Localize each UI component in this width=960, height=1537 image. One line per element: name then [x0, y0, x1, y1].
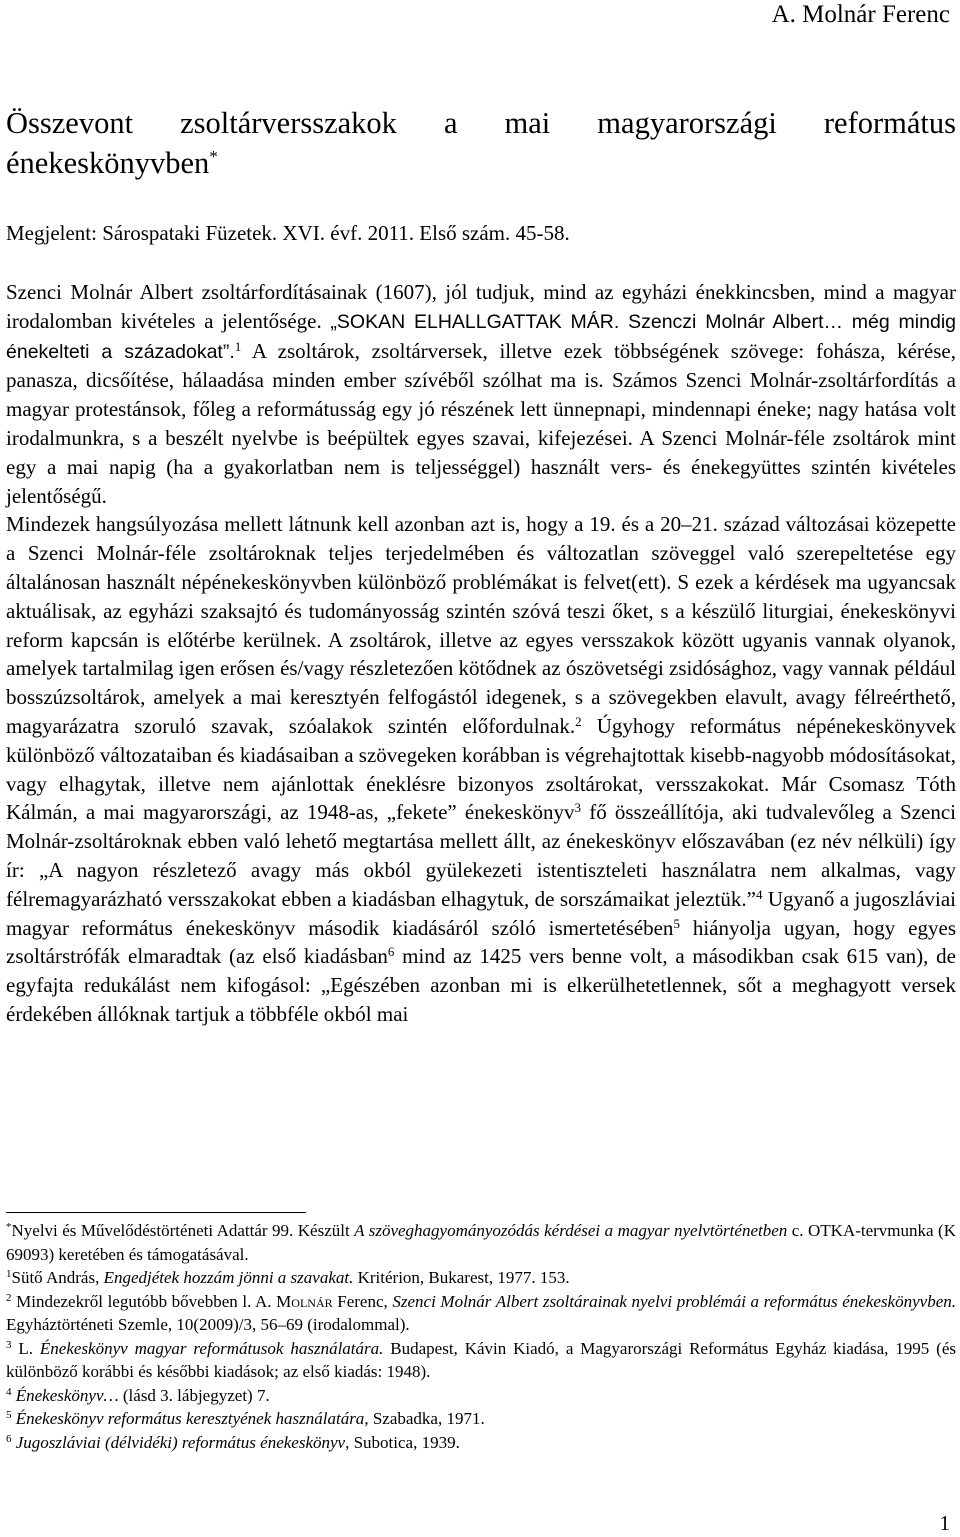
footnote-3	[6, 1337, 956, 1384]
page-number: 1	[939, 1511, 950, 1535]
body-text-segment: Szenci Molnár Albert zsoltárfordításainak (1607), jól tudjuk, mind az egyházi énekkincsben, mind a magyar irodalomban kivételes a jelentősége.	[6, 280, 956, 333]
body-text-segment: mind az 1425 vers benne volt, a másodikban csak 615 van), de egyfajta redukálást nem kifogásol: „Egészében azonban mi is elkerülhetetlennek, sőt a meghagyott versek érdekében állóknak tartjuk a többféle okból mai	[6, 944, 956, 1026]
footnote-ref-5: 5	[673, 915, 680, 931]
footnote-ref-6: 6	[387, 944, 395, 960]
publication-info: Megjelent: Sárospataki Füzetek. XVI. évf. 2011. Első szám. 45-58.	[6, 221, 570, 245]
footnote-italic-text: Énekeskönyv…	[15, 1385, 119, 1405]
footnote-marker: 5	[6, 1409, 12, 1421]
footnote-ref-4: 4	[755, 886, 763, 902]
footnote-text: Mindezekről legutóbb bővebben l. A. M	[11, 1291, 292, 1311]
article-title	[6, 103, 956, 183]
body-text-segment: fő összeállítója, aki tudvalevőleg a Szenci Molnár-zsoltároknak ebben való lehető megtartása mellett állt, az énekeskönyv előszavában (ez név nélküli) így ír: „A nagyon részletező avagy más okból gyülekezeti istentiszteleti használatra nem alkalmas, vagy félremagyarázható versszakokat ebben a kiadásban elhagytuk, de sorszámaikat jeleztük.”	[6, 800, 957, 911]
footnote-italic-text: Jugoszláviai (délvidéki) református énekeskönyv	[15, 1432, 346, 1452]
running-header-author: A. Molnár Ferenc	[771, 1, 950, 28]
body-text-segment: hiányolja ugyan, hogy egyes zsoltárstrófák elmaradtak (az első kiadásban	[6, 915, 956, 969]
footnote-text: Budapest, Kávin Kiadó, a Magyarországi Református Egyház kiadása, 1995 (és különböző korábbi és későbbi kiadások; az első kiadás: 1948).	[6, 1338, 956, 1381]
footnote-marker: 6	[6, 1432, 12, 1445]
footnote-ref-3: 3	[574, 800, 582, 816]
footnote-italic-text: Énekeskönyv református keresztyének használatára	[15, 1409, 365, 1428]
footnote-text: L.	[11, 1338, 40, 1358]
footnote-marker: 4	[6, 1385, 12, 1398]
footnote-smallcaps-text: olnár	[291, 1291, 333, 1311]
footnote-ref-1: 1	[234, 338, 242, 354]
document-page	[6, 0, 956, 1537]
footnote-text: , Szabadka, 1971.	[364, 1409, 485, 1428]
footnote-1	[6, 1266, 956, 1290]
body-text-segment: Mindezek hangsúlyozása mellett látnunk kell azonban azt is, hogy a 19. és a 20–21. század változásai közepette a Szenci Molnár-féle zsoltároknak teljes terjedelmében és változatlan szöveggel való szerepeltetése egy általánosan használt népénekeskönyvben különböző problémákat is felvet(ett). S ezek a kérdések ma ugyancsak aktuálisak, az egyházi szaksajtó és tudományosság szintén szóvá teszi őket, s a készülő liturgiai, énekeskönyvi reform kapcsán is előtérbe kerülnek. A zsoltárok, illetve az egyes versszakok között ugyanis vannak olyanok, amelyek tartalmilag igen erősen és/vagy részletezően kötődnek az ószövetségi zsidósághoz, vagy vannak például bosszúzsoltárok, amelyek a mai keresztyén felfogástól idegenek, s a szövegekben elavult, avagy félreérthető, magyarázatra szoruló szavak, szóalakok szintén előfordulnak.	[6, 512, 956, 738]
footnote-text: (lásd 3. lábjegyzet) 7.	[118, 1385, 270, 1405]
footnote-marker: *	[6, 1221, 12, 1233]
footnote-4	[6, 1384, 956, 1408]
footnote-text: Egyháztörténeti Szemle, 10(2009)/3, 56–69 (irodalommal).	[6, 1315, 410, 1334]
footnote-star	[6, 1219, 956, 1266]
footnote-text: , Subotica, 1939.	[345, 1432, 460, 1452]
paragraph-2	[6, 510, 956, 1028]
quote-headline: „SOKAN ELHALLGATTAK MÁR. Szenczi Molnár Albert… még mindig énekelteti a századokat”.	[6, 310, 956, 363]
footnote-italic-text: Szenci Molnár Albert zsoltárainak nyelvi problémái a református énekeskönyvben.	[392, 1291, 956, 1311]
body-text-segment: Ugyanő a jugoszláviai magyar református énekeskönyv második kiadásáról szóló ismertetésében	[6, 886, 956, 940]
footnote-text: Sütő András,	[11, 1268, 104, 1287]
footnote-italic-text: A szöveghagyományozódás kérdései a magyar nyelvtörténetben	[354, 1221, 788, 1240]
footnote-text: Nyelvi és Művelődéstörténeti Adattár 99. Készült	[11, 1221, 355, 1240]
title-footnote-marker: *	[209, 146, 218, 166]
footnote-italic-text: Énekeskönyv magyar reformátusok használatára.	[39, 1338, 384, 1358]
body-text-segment: A zsoltárok, zsoltárversek, illetve ezek többségének szövege: fohásza, kérése, panasza, dicsőítése, hálaadása minden ember szívéből szólhat ma is.	[6, 338, 956, 393]
footnote-italic-text: Engedjétek hozzám jönni a szavakat.	[103, 1268, 354, 1287]
footnotes	[6, 1219, 956, 1454]
paragraph-1	[6, 278, 956, 510]
footnote-separator	[6, 1212, 306, 1213]
footnote-text: c. OTKA-tervmunka (K 69093) keretében és támogatásával.	[6, 1221, 956, 1264]
footnote-2	[6, 1290, 956, 1337]
article-body	[6, 278, 956, 1029]
article-title-text: Összevont zsoltárversszakok a mai magyarországi református énekeskönyvben	[6, 106, 956, 180]
footnote-ref-2: 2	[575, 713, 582, 729]
body-text-segment: Számos Szenci Molnár-zsoltárfordítás a magyar protestánsok, főleg a reformátusság egy jó részének lett ünnepnapi, mindennapi éneke; nagy hatása volt irodalmunkra, s a beszélt nyelvbe is beépültek egyes szavai, kifejezései. A Szenci Molnár-féle zsoltárok mint egy a mai napig (ha a gyakorlatban nem is teljességgel) használt vers- és énekegyüttes szintén kivételes jelentőségű.	[6, 368, 956, 508]
footnote-text: Ferenc,	[332, 1291, 393, 1311]
footnote-marker: 2	[6, 1291, 12, 1304]
body-text-segment: Úgyhogy református népénekeskönyvek különböző változataiban és kiadásaiban a szövegeken korábban is végrehajtottak kisebb-nagyobb módosításokat, vagy elhagytak, illetve nem ajánlottak éneklésre bizonyos zsoltárokat, versszakokat. Már Csomasz Tóth Kálmán, a mai magyarországi, az 1948-as, „fekete” énekeskönyv	[6, 713, 956, 825]
footnote-5	[6, 1407, 956, 1431]
footnote-6	[6, 1431, 956, 1455]
footnote-text: Kritérion, Bukarest, 1977. 153.	[353, 1268, 570, 1287]
footnote-marker: 3	[6, 1338, 12, 1351]
footnote-marker: 1	[6, 1268, 12, 1280]
